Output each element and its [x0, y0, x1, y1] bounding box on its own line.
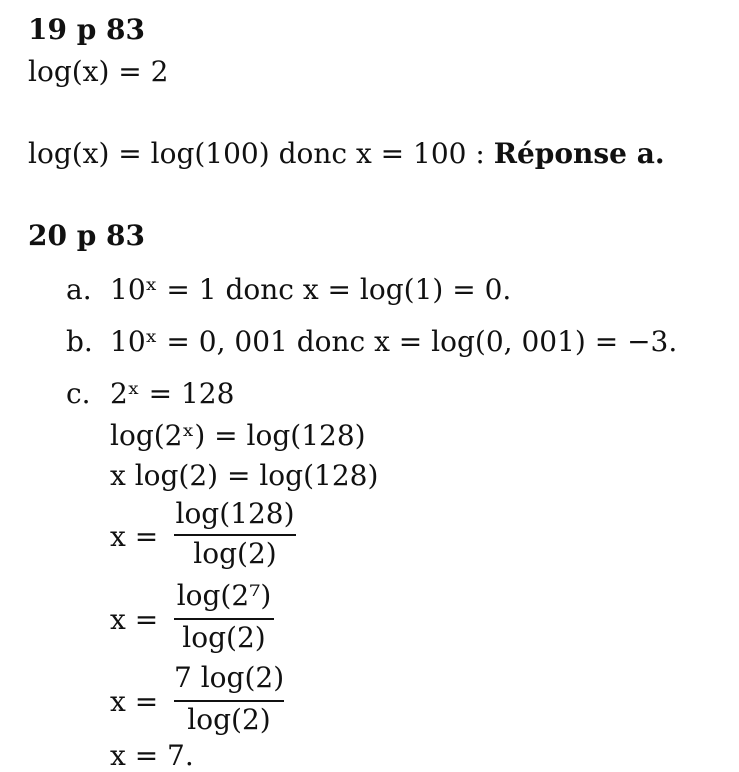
item-a-text: 10ˣ = 1 donc x = log(1) = 0. [110, 273, 512, 306]
item-c-last: x = 7. [110, 739, 194, 772]
frac2-numerator: log(2⁷) [176, 579, 272, 612]
frac2-bar [174, 618, 274, 620]
frac1-numerator: log(128) [175, 497, 295, 530]
item-c-line3: x log(2) = log(128) [110, 459, 379, 492]
item-c-label: c. [66, 377, 91, 410]
exercise-19-equation: log(x) = 2 [28, 55, 169, 88]
frac2-lhs: x = [110, 603, 159, 636]
item-b-label: b. [66, 325, 93, 358]
item-c-line2: log(2ˣ) = log(128) [110, 419, 366, 452]
frac1-lhs: x = [110, 520, 159, 553]
item-b-text: 10ˣ = 0, 001 donc x = log(0, 001) = −3. [110, 325, 678, 358]
frac3-denominator: log(2) [187, 703, 271, 736]
fraction-2 [174, 579, 274, 654]
fraction-1 [174, 497, 296, 572]
frac3-bar [174, 700, 284, 702]
frac1-denominator: log(2) [193, 537, 277, 570]
exercise-19-solution-text: log(x) = log(100) donc x = 100 : [28, 137, 485, 170]
exercise-19-answer: Réponse a. [493, 137, 665, 170]
frac2-denominator: log(2) [182, 621, 266, 654]
exercise-19-heading: 19 p 83 [28, 13, 146, 46]
exercise-19-solution [28, 137, 665, 170]
frac3-lhs: x = [110, 685, 159, 718]
frac1-bar [174, 534, 296, 536]
exercise-20-heading: 20 p 83 [28, 219, 146, 252]
fraction-3 [174, 661, 285, 736]
item-a-label: a. [66, 273, 92, 306]
item-c-line1: 2ˣ = 128 [110, 377, 235, 410]
frac3-numerator: 7 log(2) [174, 661, 285, 694]
